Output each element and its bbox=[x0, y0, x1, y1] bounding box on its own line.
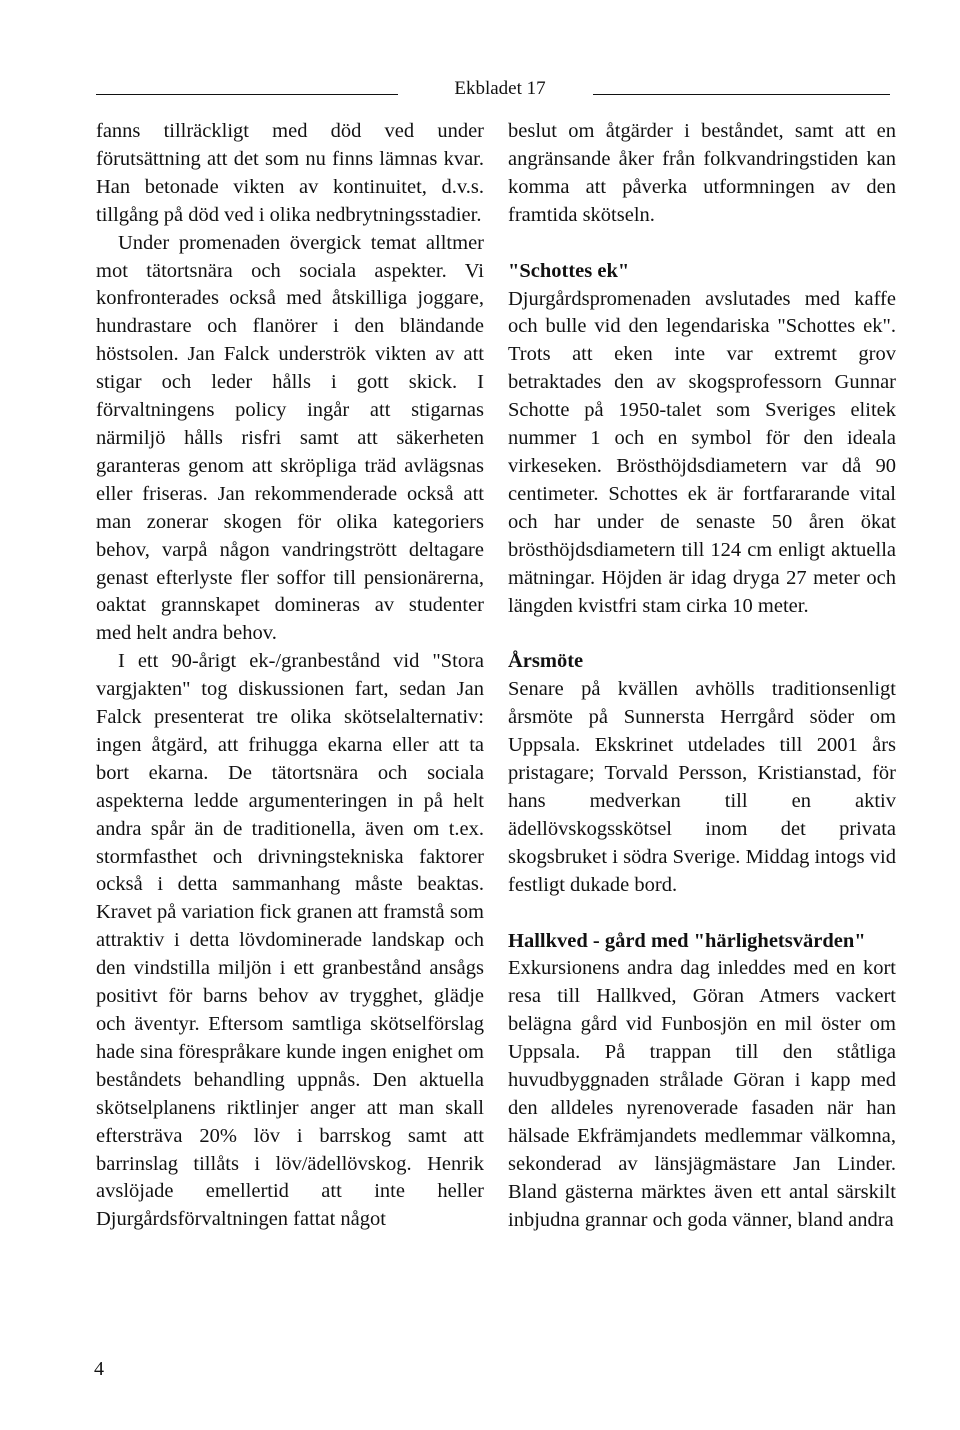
section-gap bbox=[508, 230, 896, 258]
heading-arsmote: Årsmöte bbox=[508, 650, 584, 673]
left-paragraph-3: I ett 90-årigt ek-/granbestånd vid "Stora vargjakten" tog diskussionen fart, sedan Jan Falck presenterat tre olika skötselalternativ: ingen åtgärd, att frihugga ekarna eller att ta bort ekarna. De tätortsnära och sociala aspekterna ledde argumenteringen in på helt andra spår än de traditionella, även om t.ex. stormfasthet och drivningstekniska faktorer också i detta sammanhang måste beaktas. Kravet på variation fick granen att framstå som attraktiv i detta lövdominerade landskap och den vindstilla miljön i ett granbestånd ansågs positivt för barns behov av trygghet, glädje och äventyr. Eftersom samtliga skötselförslag hade sina förespråkare kunde ingen enighet om beståndets behandling uppnås. Den aktuella skötselplanens riktlinjer anger att man skall eftersträva 20% löv i barrskog samt att barrinslag tillåts i löv/ädellövskog. Henrik avslöjade emellertid att inte heller Djurgårdsförvaltningen fattat något bbox=[96, 650, 484, 1231]
section-gap bbox=[508, 900, 896, 928]
heading-hallkved: Hallkved - gård med "härlighetsvärden" bbox=[508, 929, 866, 952]
heading-schottes-ek: "Schottes ek" bbox=[508, 259, 630, 282]
left-paragraph-2: Under promenaden övergick temat alltmer mot tätortsnära och sociala aspekter. Vi konfronterades också med åtskilliga joggare, hundrastare och flanörer i den bländande höstsolen. Jan Falck underströk vikten av att stigar och leder hålls i gott skick. I förvaltningens policy ingår att stigarnas närmiljö hålls risfri samt att säkerheten garanteras genom att skröpliga träd avlägsnas eller friseras. Jan rekommenderade också att man zonerar skogen för olika kategoriers behov, varpå någon vandringstrött deltagare genast efterlyste fler soffor till pensionärerna, oaktat grannskapet domineras av studenter med helt andra behov. bbox=[96, 231, 484, 645]
right-paragraph-2: Djurgårdspromenaden avslutades med kaffe och bulle vid den legendariska "Schottes ek". Trots att eken inte var extremt grov betraktades den av skogsprofessorn Gunnar Schotte på 1950-talet som Sveriges elitek nummer 1 och en symbol för den ideala virkeseken. Brösthöjdsdiametern var då 90 centimeter. Schottes ek är fortfararande vital och har under de senaste 50 åren ökat brösthöjdsdiametern till 124 cm enligt aktuella mätningar. Höjden är idag dryga 27 meter och längden kvistfri stam cirka 10 meter. bbox=[508, 287, 896, 617]
running-title: Ekbladet 17 bbox=[454, 78, 546, 99]
right-paragraph-1: beslut om åtgärder i beståndet, samt att en angränsande åker från folkvandringstiden kan komma att påverka utformningen av den framtida skötseln. bbox=[508, 120, 896, 226]
left-column bbox=[96, 118, 484, 1234]
right-paragraph-3: Senare på kvällen avhölls traditionsenligt årsmöte på Sunnersta Herrgård söder om Uppsala. Ekskrinet utdelades till 2001 års pristagare; Torvald Persson, Kristianstad, för hans medverkan till en aktiv ädellövskogsskötsel inom det privata skogsbruket i södra Sverige. Middag intogs vid festligt dukade bord. bbox=[508, 678, 896, 896]
page-number: 4 bbox=[94, 1358, 104, 1380]
page-header bbox=[96, 78, 890, 106]
section-gap bbox=[508, 620, 896, 648]
header-rule-left bbox=[96, 94, 398, 95]
right-paragraph-4: Exkursionens andra dag inleddes med en kort resa till Hallkved, Göran Atmers vackert belägna gård vid Funbosjön en mil öster om Uppsala. På trappan till den ståtliga huvudbyggnaden strålade Göran i kapp med den alldeles nyrenoverade fasaden när han hälsade Ekfrämjandets medlemmar välkomna, sekonderad av länsjägmästare Jan Linder. Bland gästerna märktes även ett antal särskilt inbjudna grannar och goda vänner, bland andra bbox=[508, 957, 896, 1231]
left-paragraph-1: fanns tillräckligt med död ved under förutsättning att det som nu finns lämnas kvar. Han betonade vikten av kontinuitet, d.v.s. tillgång på död ved i olika nedbrytningsstadier. bbox=[96, 120, 484, 226]
header-rule-right bbox=[593, 94, 890, 95]
right-column bbox=[508, 118, 896, 1235]
